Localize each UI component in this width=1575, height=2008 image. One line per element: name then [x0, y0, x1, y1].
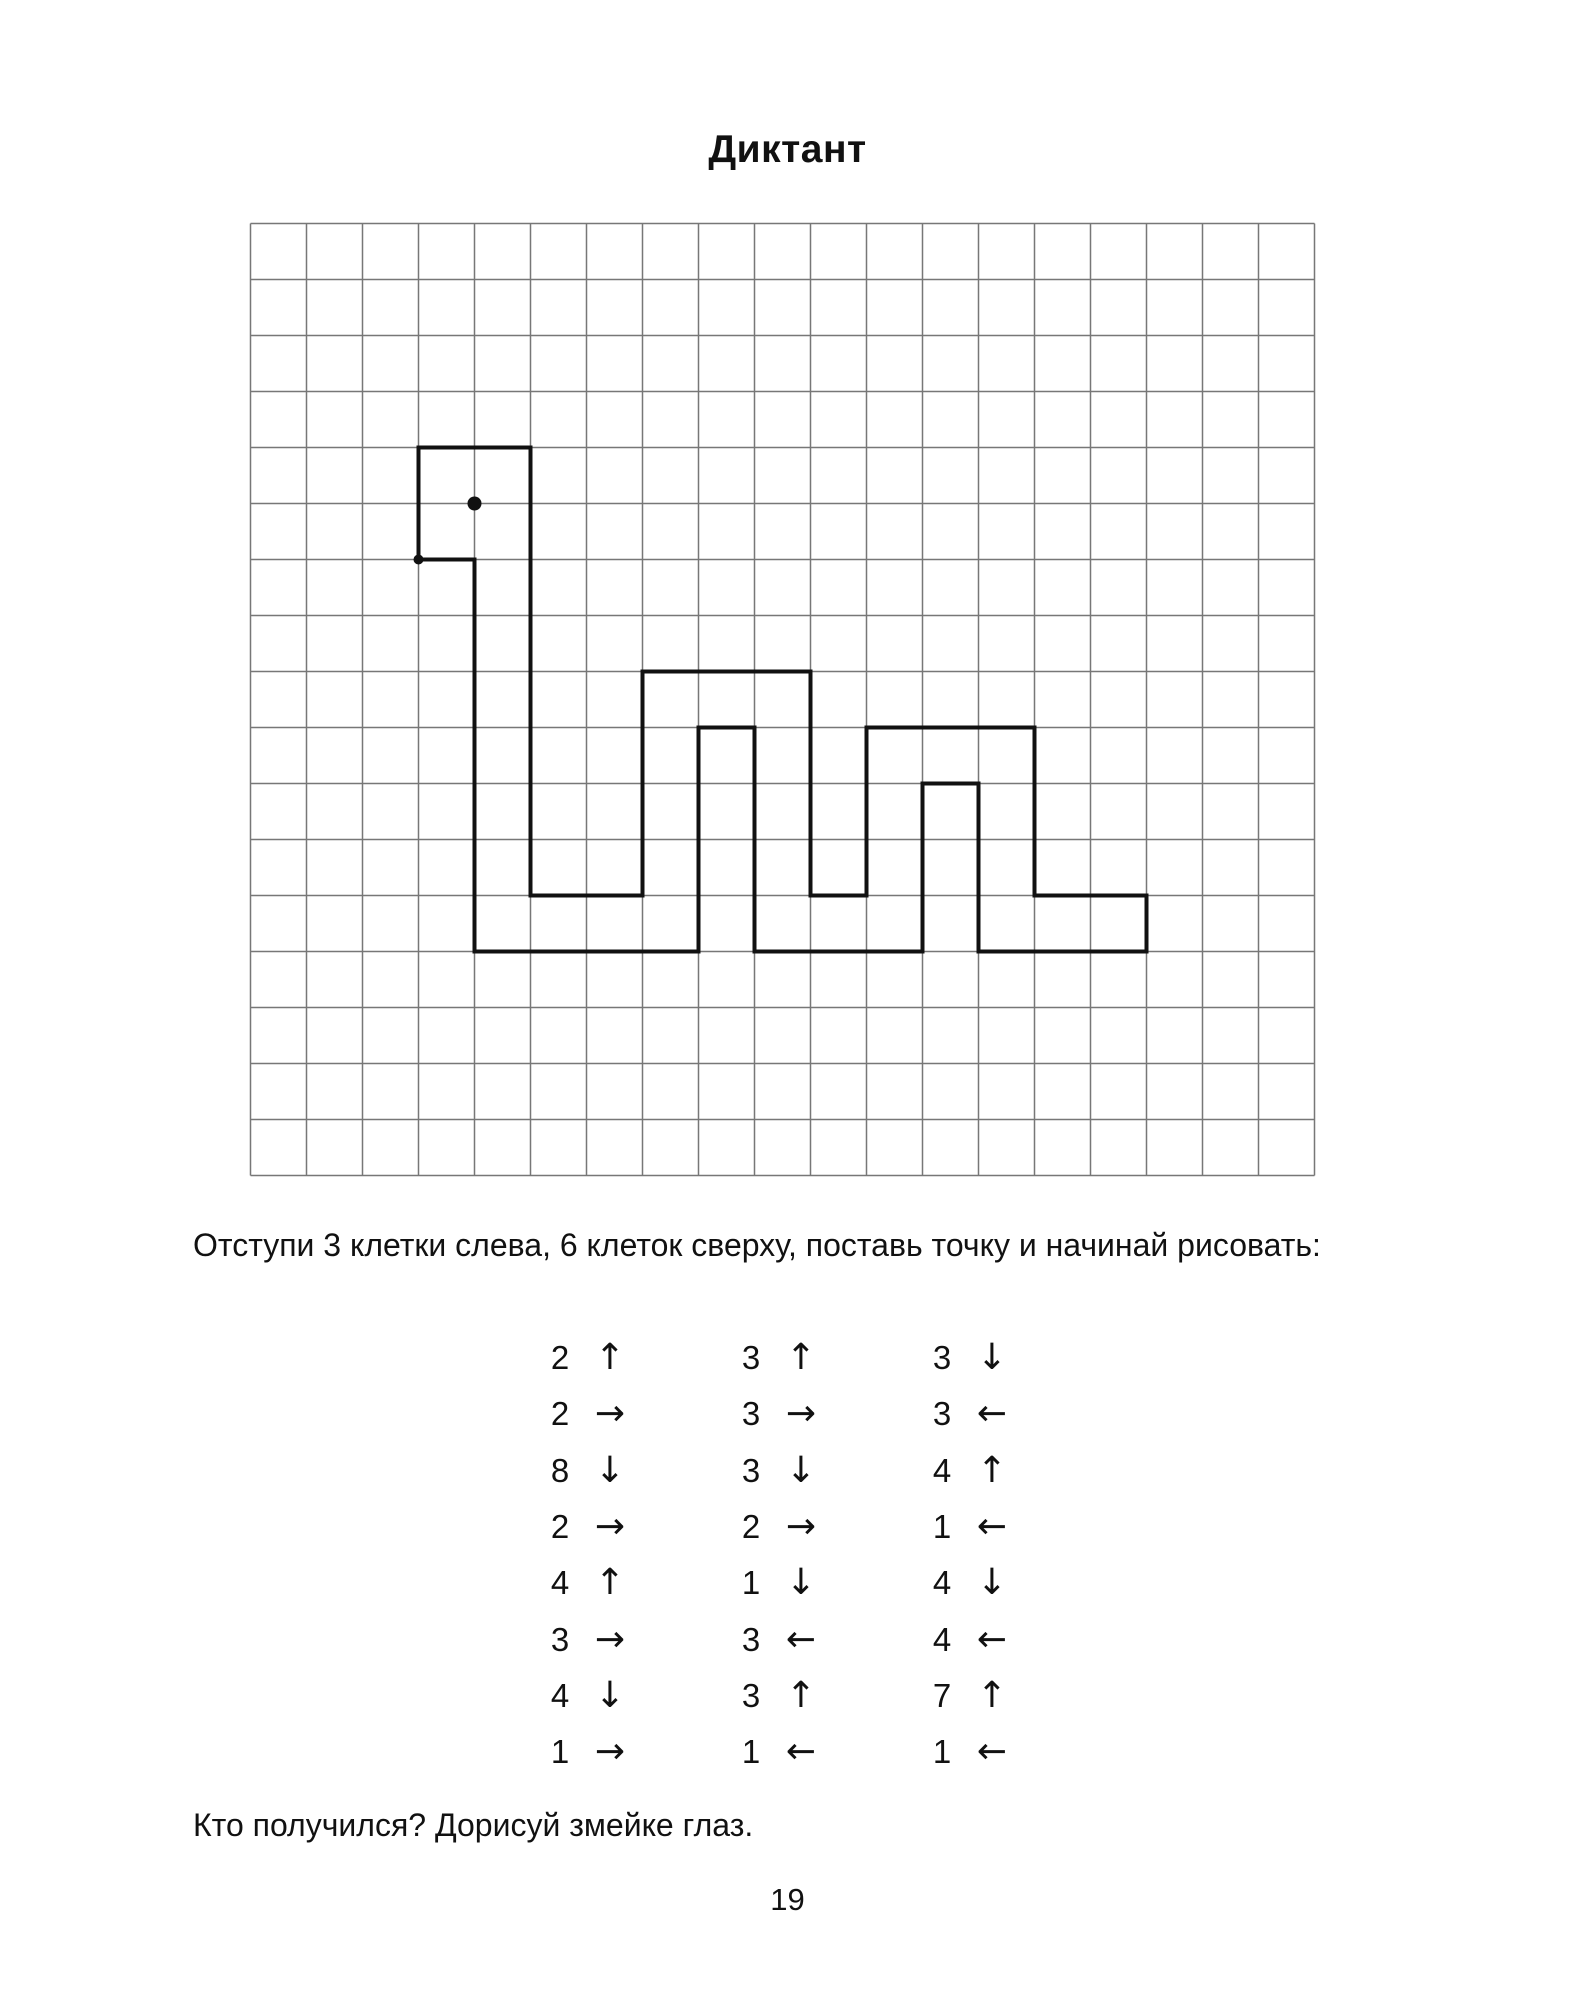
- direction-step: [731, 1620, 831, 1660]
- direction-step: [731, 1676, 831, 1716]
- step-count: 3: [932, 1339, 952, 1376]
- step-arrow-icon: ←: [785, 1731, 817, 1773]
- grid-lines: [251, 224, 1315, 1176]
- direction-step: [731, 1394, 831, 1434]
- direction-step: [731, 1563, 831, 1603]
- step-count: 3: [741, 1395, 761, 1433]
- direction-step: [540, 1732, 640, 1772]
- step-arrow-icon: →: [785, 1393, 817, 1435]
- step-arrow-icon: ←: [785, 1618, 817, 1660]
- snake-figure: [419, 448, 1147, 952]
- step-count: 3: [550, 1620, 570, 1658]
- step-arrow-icon: ↑: [594, 1562, 626, 1604]
- direction-step: [922, 1338, 1022, 1378]
- step-count: 3: [741, 1620, 761, 1658]
- step-count: 4: [550, 1676, 570, 1714]
- step-arrow-icon: ↓: [785, 1562, 817, 1604]
- step-arrow-icon: →: [594, 1505, 626, 1547]
- start-point-dot: [414, 555, 424, 565]
- page-title: Диктант: [708, 128, 867, 171]
- step-arrow-icon: ↓: [976, 1337, 1008, 1378]
- instruction-text: Отступи 3 клетки слева, 6 клеток сверху, поставь точку и начинай рисовать:: [193, 1227, 1321, 1263]
- step-count: 8: [550, 1451, 570, 1489]
- step-arrow-icon: ↑: [594, 1337, 626, 1378]
- step-arrow-icon: ←: [976, 1505, 1008, 1547]
- step-arrow-icon: ↑: [976, 1449, 1008, 1491]
- step-arrow-icon: ←: [976, 1731, 1008, 1773]
- step-arrow-icon: →: [785, 1505, 817, 1547]
- direction-step: [922, 1732, 1022, 1772]
- step-count: 4: [932, 1620, 952, 1658]
- direction-step: [540, 1563, 640, 1603]
- step-count: 3: [741, 1451, 761, 1489]
- direction-step: [540, 1620, 640, 1660]
- step-arrow-icon: ↑: [976, 1674, 1008, 1716]
- direction-step: [540, 1676, 640, 1716]
- step-count: 1: [550, 1733, 570, 1771]
- direction-step: [540, 1394, 640, 1434]
- direction-step: [922, 1507, 1022, 1547]
- step-count: 4: [932, 1451, 952, 1489]
- direction-step: [922, 1394, 1022, 1434]
- step-arrow-icon: →: [594, 1618, 626, 1660]
- step-count: 3: [741, 1676, 761, 1714]
- direction-step: [922, 1563, 1022, 1603]
- step-count: 2: [550, 1395, 570, 1433]
- step-arrow-icon: ←: [976, 1618, 1008, 1660]
- direction-step: [922, 1620, 1022, 1660]
- direction-step: [540, 1451, 640, 1491]
- step-arrow-icon: ↑: [785, 1337, 817, 1378]
- step-count: 4: [932, 1564, 952, 1602]
- step-count: 2: [550, 1339, 570, 1376]
- direction-step: [731, 1338, 831, 1378]
- step-arrow-icon: ↓: [594, 1674, 626, 1716]
- direction-step: [731, 1451, 831, 1491]
- step-count: 1: [932, 1733, 952, 1771]
- step-count: 3: [741, 1339, 761, 1376]
- step-count: 1: [741, 1733, 761, 1771]
- step-count: 1: [932, 1507, 952, 1545]
- direction-step: [922, 1676, 1022, 1716]
- step-count: 7: [932, 1676, 952, 1714]
- step-arrow-icon: ↓: [976, 1562, 1008, 1604]
- snake-eye-dot: [468, 497, 482, 511]
- step-count: 3: [932, 1395, 952, 1433]
- step-arrow-icon: ↓: [594, 1449, 626, 1491]
- direction-step: [540, 1507, 640, 1547]
- step-arrow-icon: →: [594, 1731, 626, 1773]
- direction-step: [731, 1732, 831, 1772]
- step-count: 1: [741, 1564, 761, 1602]
- step-count: 2: [741, 1507, 761, 1545]
- step-count: 2: [550, 1507, 570, 1545]
- step-count: 4: [550, 1564, 570, 1602]
- step-arrow-icon: ↑: [785, 1674, 817, 1716]
- step-arrow-icon: ↓: [785, 1449, 817, 1491]
- question-text: Кто получился? Дорисуй змейке глаз.: [193, 1807, 754, 1843]
- direction-step: [922, 1451, 1022, 1491]
- step-arrow-icon: →: [594, 1393, 626, 1435]
- step-arrow-icon: ←: [976, 1393, 1008, 1435]
- page-number: 19: [770, 1882, 805, 1917]
- direction-step: [731, 1507, 831, 1547]
- direction-step: [540, 1338, 640, 1378]
